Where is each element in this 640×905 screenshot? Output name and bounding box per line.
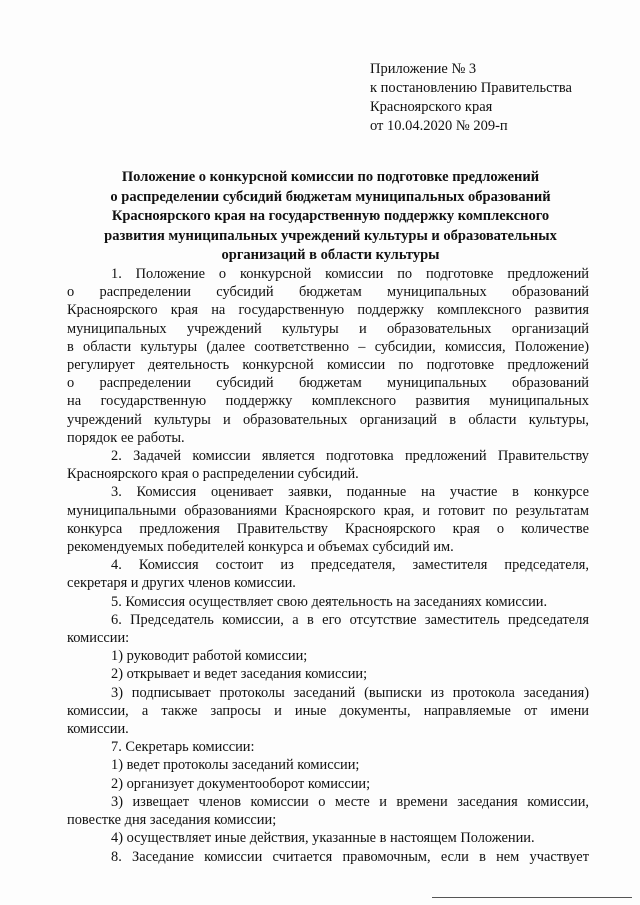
paragraph-1-line: учреждений культуры и образовательных организаций в области культуры, [67,411,589,428]
appendix-region: Красноярского края [370,99,493,115]
paragraph-3-line: конкурса предложения Правительству Красноярского края о количестве [67,520,589,537]
title-line: Красноярского края на государственную поддержку комплексного [111,208,550,224]
paragraph-6-item-3: комиссии, а также запросы и иные документы, направляемые от имени [67,702,589,719]
appendix-reference: к постановлению Правительства [370,80,572,96]
document-body [67,265,589,866]
paragraph-1-line: регулирует деятельность конкурсной комиссии по подготовке предложений [67,357,589,374]
scan-edge-divider [432,897,632,898]
paragraph-4-line: секретаря и других членов комиссии. [67,575,296,592]
paragraph-1-line: Красноярского края на государственную поддержку комплексного развития [67,302,589,319]
paragraph-5-line: 5. Комиссия осуществляет свою деятельность на заседаниях комиссии. [111,593,548,610]
paragraph-6-line: 6. Председатель комиссии, а в его отсутствие заместитель председателя [111,611,589,628]
appendix-date: от 10.04.2020 № 209-п [370,118,508,134]
paragraph-1-line: на государственную поддержку комплексного развития муниципальных [67,393,589,410]
paragraph-6-line: комиссии: [67,630,130,647]
paragraph-7-item-1: 1) ведет протоколы заседаний комиссии; [111,757,360,774]
paragraph-4-line: 4. Комиссия состоит из председателя, заместителя председателя, [111,557,589,574]
paragraph-6-item-2: 2) открывает и ведет заседания комиссии; [111,666,368,683]
paragraph-7-item-3: повестке дня заседания комиссии; [67,812,277,829]
paragraph-6-item-3: 3) подписывает протоколы заседаний (выписки из протокола заседания) [111,684,589,701]
paragraph-1-line: порядок ее работы. [67,429,185,446]
paragraph-7-item-4: 4) осуществляет иные действия, указанные в настоящем Положении. [111,830,535,847]
paragraph-3-line: рекомендуемых победителей конкурса и объемах субсидий им. [67,539,454,556]
paragraph-7-item-2: 2) организует документооборот комиссии; [111,775,371,792]
title-line: развития муниципальных учреждений культуры и образовательных [104,227,557,244]
paragraph-6-item-1: 1) руководит работой комиссии; [111,648,308,665]
paragraph-1-line: в области культуры (далее соответственно – субсидии, комиссия, Положение) [67,338,589,355]
paragraph-2-line: 2. Задачей комиссии является подготовка предложений Правительству [111,448,589,465]
paragraph-1-line: о распределении субсидий бюджетам муниципальных образований [67,375,589,392]
paragraph-7-line: 7. Секретарь комиссии: [111,739,255,756]
title-line: Положение о конкурсной комиссии по подготовке предложений [121,169,540,185]
title-line: о распределении субсидий бюджетам муниципальных образований [110,188,551,205]
paragraph-3-line: 3. Комиссия оценивает заявки, поданные на участие в конкурсе [111,484,589,501]
paragraph-6-item-3: комиссии. [67,721,129,738]
paragraph-2-line: Красноярского края о распределении субсидий. [67,466,359,483]
paragraph-3-line: муниципальными образованиями Красноярского края, и готовит по результатам [67,502,589,519]
document-title [68,168,593,266]
title-line: организаций в области культуры [221,247,440,263]
paragraph-1-line: муниципальных учреждений культуры и образовательных организаций [67,320,589,337]
paragraph-1-line: 1. Положение о конкурсной комиссии по подготовке предложений [111,266,589,282]
appendix-number: Приложение № 3 [370,61,477,77]
paragraph-7-item-3: 3) извещает членов комиссии о месте и времени заседания комиссии, [111,793,589,810]
paragraph-8-line: 8. Заседание комиссии считается правомочным, если в нем участвует [111,848,589,865]
paragraph-1-line: о распределении субсидий бюджетам муниципальных образований [67,284,589,301]
appendix-block [370,60,572,136]
